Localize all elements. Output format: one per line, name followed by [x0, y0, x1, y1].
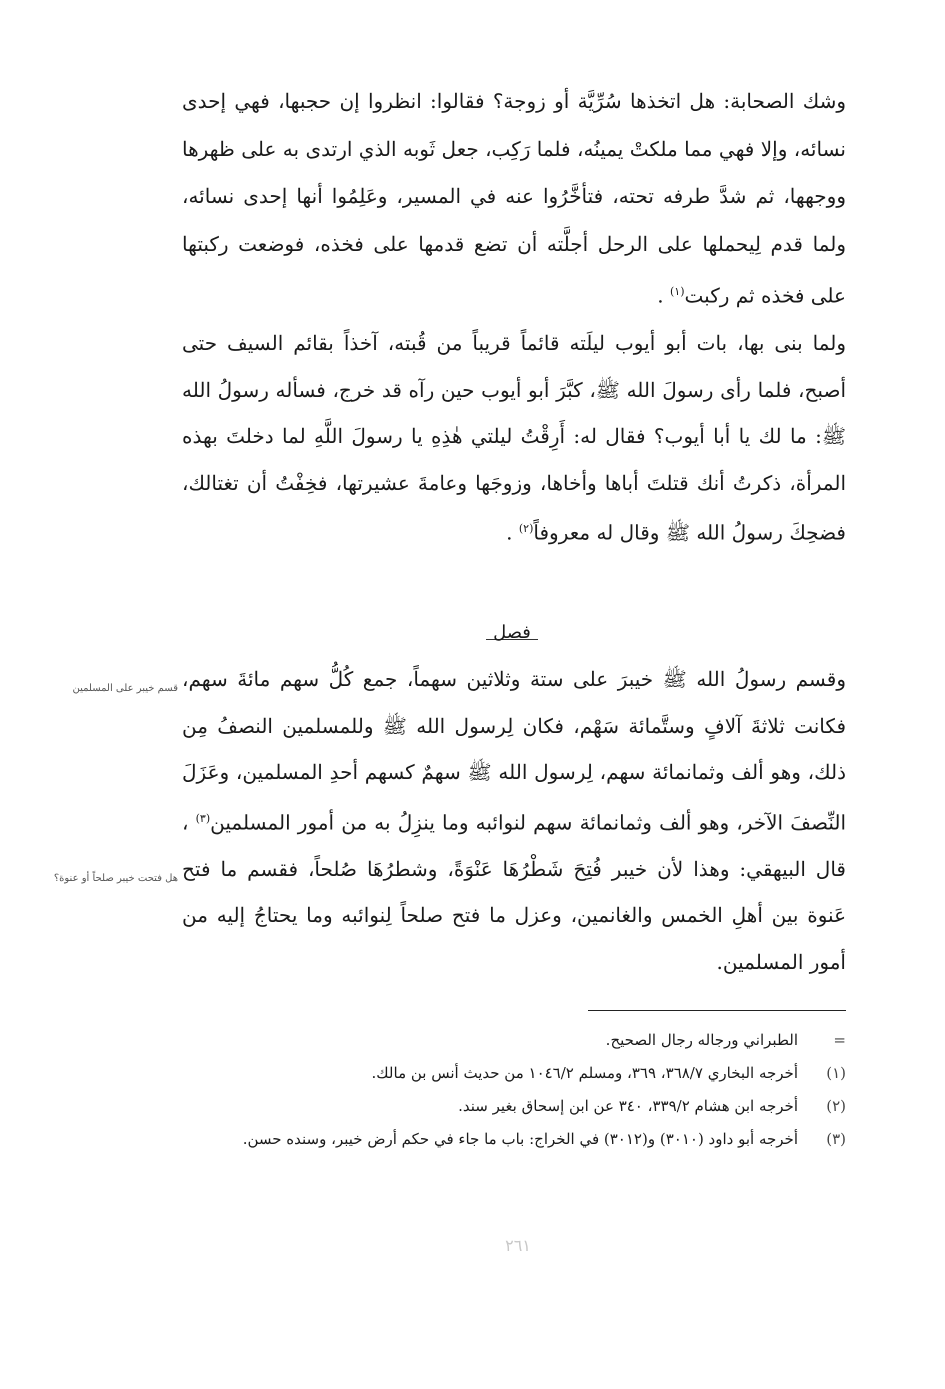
footnote-number: (٢) — [826, 1097, 846, 1115]
footnote-text: أخرجه البخاري ٣٦٨/٧، ٣٦٩، ومسلم ١٠٤٦/٢ من حديث أنس بن مالك. — [371, 1064, 798, 1082]
section-separator: فصل — [482, 622, 542, 640]
footnote-continuation-marker: = — [833, 1031, 846, 1049]
paragraph-3 — [182, 656, 846, 985]
margin-note-1: قسم خيبر على المسلمين — [72, 683, 178, 694]
footnote-text: أخرجه ابن هشام ٣٣٩/٢، ٣٤٠ عن ابن إسحاق بغير سند. — [458, 1097, 798, 1115]
footnote-number: (٣) — [826, 1130, 846, 1148]
paragraph-2-end: . — [506, 520, 519, 545]
footnote-text: أخرجه أبو داود (٣٠١٠) و(٣٠١٢) في الخراج: باب ما جاء في حكم أرض خيبر، وسنده حسن. — [242, 1130, 798, 1148]
footnote-number: (١) — [826, 1064, 846, 1082]
paragraph-1 — [182, 78, 846, 320]
paragraph-1-end: . — [657, 283, 670, 308]
paragraph-2 — [182, 320, 846, 556]
paragraph-3-continuation: ، قال البيهقي: وهذا لأن خيبر فُتِحَ شَطْرُهَا عَنْوَةً، وشطرُهَا صُلحاً، فقسم ما فتح عَنوة بين أهلِ الخمس والغانمين، وعزل ما فتح صلحاً لِنوائبه وما يحتاجُ إليه من أمور المسلمين. — [182, 810, 846, 974]
margin-note-2: هل فتحت خيبر صلحاً أو عنوة؟ — [53, 873, 178, 884]
footnote-continuation-text: الطبراني ورجاله رجال الصحيح. — [605, 1031, 798, 1049]
footnote-ref-1[interactable]: (١) — [670, 285, 685, 298]
page-number: ٢٦١ — [505, 1236, 531, 1255]
footnote-ref-2[interactable]: (٢) — [518, 522, 534, 535]
footnote-divider — [588, 1010, 846, 1011]
paragraph-3-text: وقسم رسولُ الله ﷺ خيبرَ على ستة وثلاثين سهماً، جمع كُلُّ سهم مائةَ سهم، فكانت ثلاثةَ آلافٍ وستَّمائة سَهْم، فكان لِرسول الله ﷺ وللمسلمين النصفُ مِن ذلك، وهو ألف وثمانمائة سهم، لِرسول الله ﷺ سهمٌ كسهم أحدِ المسلمين، وعَزَلَ النِّصفَ الآخر، وهو ألف وثمانمائة سهم لنوائبه وما ينزِلُ به من أمور المسلمين — [182, 667, 847, 835]
footnote-3 — [182, 1123, 846, 1156]
footnote-1 — [182, 1057, 846, 1090]
paragraph-1-text: وشك الصحابة: هل اتخذها سُرِّيَّة أو زوجة؟ فقالوا: انظروا إن حجبها، فهي إحدى نسائه، وإلا فهي مما ملكتْ يمينُه، فلما رَكِب، جعل ثَوبه الذي ارتدى به على ظهرها ووجهها، ثم شدَّ طرفه تحته، فتأخَّرُوا عنه في المسير، وعَلِمُوا أنها إحدى نسائه، ولما قدم لِيحملها على الرحل أجلَّته أن تضع قدمها على فخذه، فوضعت ركبتها على فخذه ثم ركبت — [182, 89, 846, 308]
footnote-ref-3[interactable]: (٣) — [195, 811, 211, 825]
footnotes — [182, 1024, 846, 1156]
footnote-continuation — [182, 1024, 846, 1057]
footnote-2 — [182, 1090, 846, 1123]
paragraph-2-text: ولما بنى بها، بات أبو أيوب ليلَته قائماً قريباً من قُبته، آخذاً بقائم السيف حتى أصبح، فلما رأى رسولَ الله ﷺ، كبَّرَ أبو أيوب حين رآه قد خرج، فسأله رسولُ الله ﷺ: ما لك يا أبا أيوب؟ فقال له: أَرِقْتُ ليلتي هٰذِهِ يا رسولَ اللَّهِ لما دخلتَ بهذه المرأة، ذكرتُ أنك قتلتَ أباها وأخاها، وزوجَها وعامةَ عشيرتها، فخِفْتُ أن تغتالك، فضحِكَ رسولُ الله ﷺ وقال له معروفاً — [182, 331, 846, 545]
